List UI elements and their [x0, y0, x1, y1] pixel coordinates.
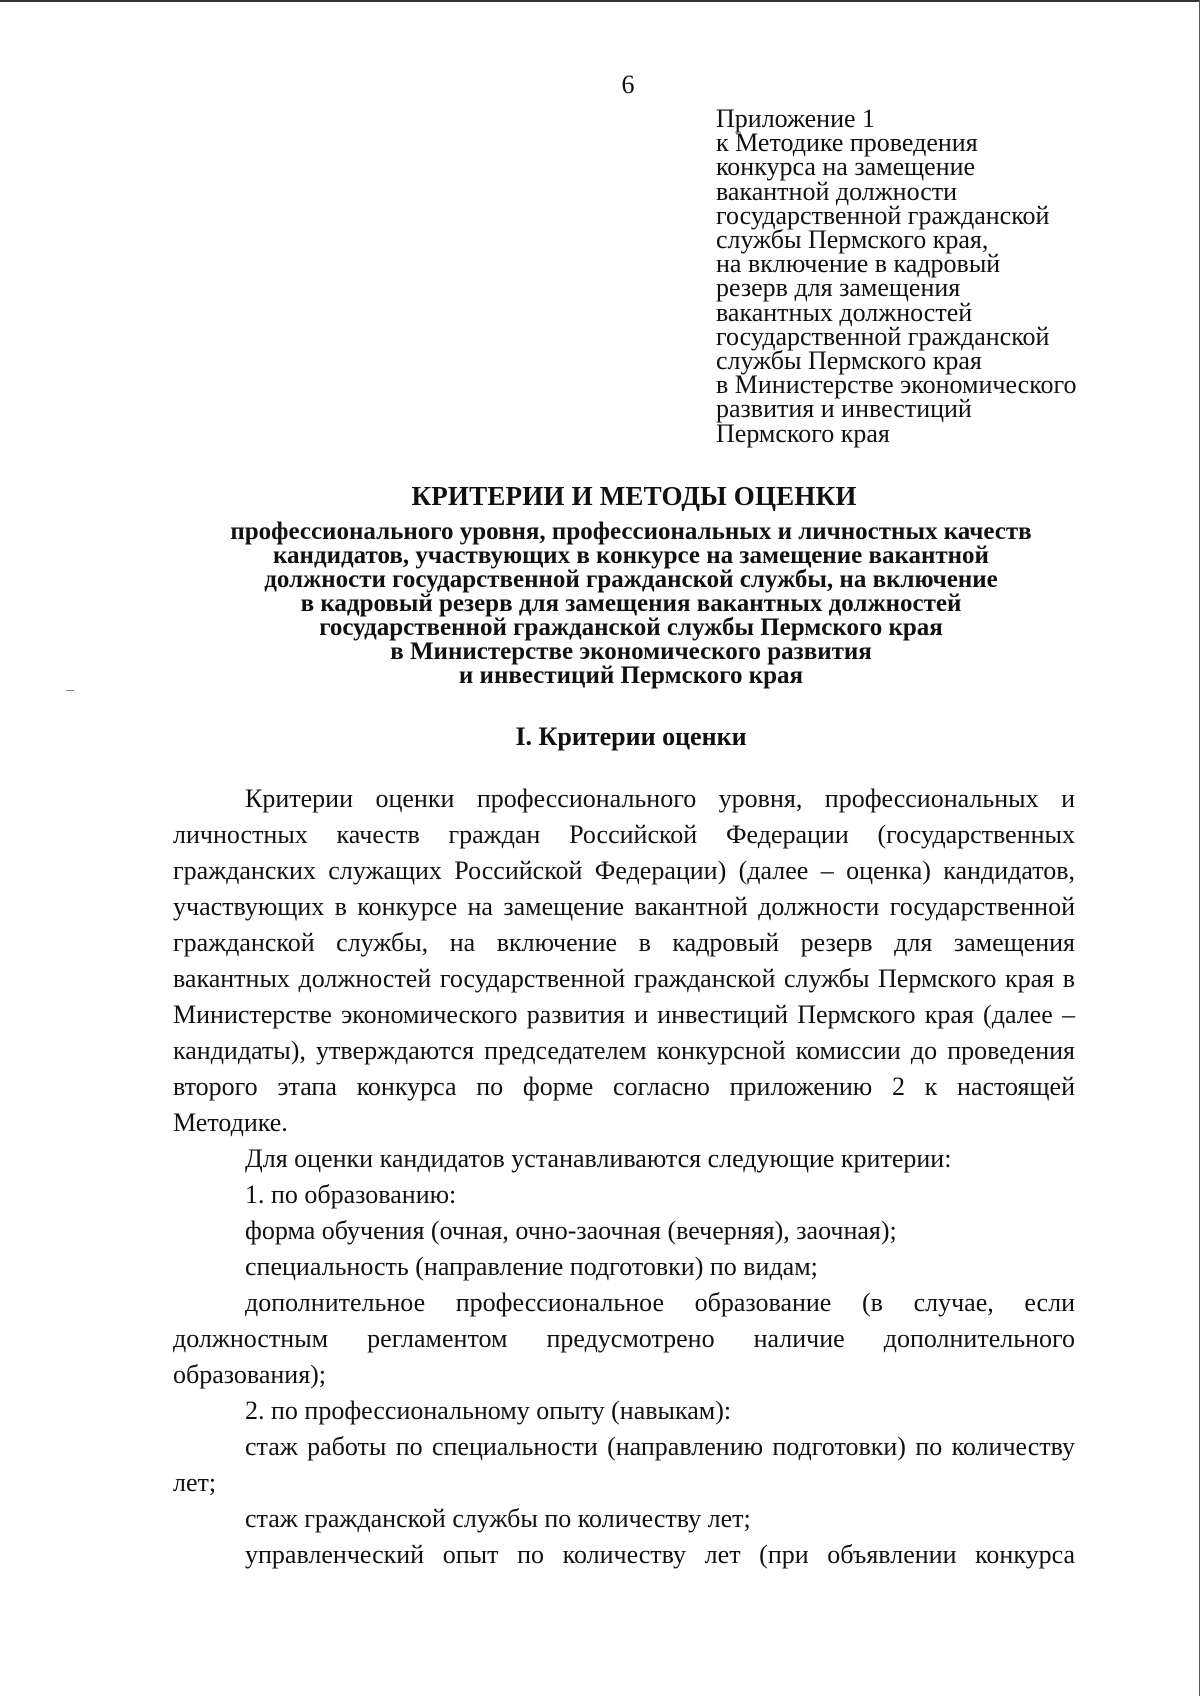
subtitle-line: государственной гражданской службы Пермского края: [319, 614, 943, 641]
appendix-line: службы Пермского края,: [716, 225, 989, 255]
scan-mark: [66, 690, 74, 691]
subtitle-line: должности государственной гражданской службы, на включение: [264, 566, 998, 593]
appendix-line: к Методике проведения: [716, 128, 978, 158]
appendix-line: резерв для замещения: [716, 273, 961, 303]
subtitle-line: в Министерстве экономического развития: [390, 638, 872, 665]
paragraph: дополнительное профессиональное образование (в случае, если должностным регламентом предусмотрено наличие дополнительного образования);: [173, 1288, 1075, 1389]
appendix-line: Пермского края: [716, 418, 890, 448]
subtitle-line: и инвестиций Пермского края: [458, 662, 804, 689]
appendix-line: Приложение 1: [716, 104, 876, 133]
appendix-line: службы Пермского края: [716, 346, 982, 376]
document-title: КРИТЕРИИ И МЕТОДЫ ОЦЕНКИ: [411, 481, 857, 511]
paragraph: 2. по профессиональному опыту (навыкам):: [245, 1396, 732, 1425]
appendix-line: на включение в кадровый: [716, 249, 1001, 279]
subtitle-line: кандидатов, участвующих в конкурсе на замещение вакантной: [273, 542, 989, 569]
appendix-line: развития и инвестиций: [716, 394, 972, 424]
body-text: [173, 781, 1075, 1573]
paragraph: стаж работы по специальности (направлению подготовки) по количеству лет;: [173, 1432, 1075, 1497]
appendix-line: вакантных должностей: [716, 297, 973, 327]
paragraph: стаж гражданской службы по количеству лет;: [245, 1504, 751, 1533]
paragraph: Для оценки кандидатов устанавливаются следующие критерии:: [245, 1144, 952, 1173]
appendix-line: государственной гражданской: [716, 200, 1050, 230]
paragraph: управленческий опыт по количеству лет (при объявлении конкурса: [245, 1540, 1075, 1569]
paragraph: Критерии оценки профессионального уровня, профессиональных и личностных качеств граждан Российской Федерации (государственных гражданских служащих Российской Федерации) (далее – оценка) кандидатов, участвующих в конкурсе на замещение вакантной должности государственной гражданской службы, на включение в кадровый резерв для замещения вакантных должностей государственной гражданской службы Пермского края в Министерстве экономического развития и инвестиций Пермского края (далее – кандидаты), утверждаются председателем конкурсной комиссии до проведения второго этапа конкурса по форме согласно приложению 2 к настоящей Методике.: [173, 784, 1075, 1137]
appendix-line: государственной гражданской: [716, 321, 1050, 351]
appendix-line: в Министерстве экономического: [716, 370, 1077, 400]
paragraph: форма обучения (очная, очно-заочная (вечерняя), заочная);: [245, 1216, 897, 1245]
paragraph: 1. по образованию:: [245, 1180, 457, 1209]
subtitle-line: в кадровый резерв для замещения вакантных должностей: [300, 590, 962, 617]
document-subtitle: [0, 520, 1200, 688]
paragraph: специальность (направление подготовки) по видам;: [245, 1252, 818, 1281]
subtitle-line: профессионального уровня, профессиональных и личностных качеств: [230, 518, 1032, 545]
appendix-reference: [716, 104, 1186, 448]
appendix-line: вакантной должности: [716, 176, 958, 206]
scan-edge-top: [0, 0, 1200, 2]
section-heading: I. Критерии оценки: [515, 722, 747, 751]
appendix-line: конкурса на замещение: [716, 152, 976, 182]
page-number: 6: [621, 70, 635, 99]
